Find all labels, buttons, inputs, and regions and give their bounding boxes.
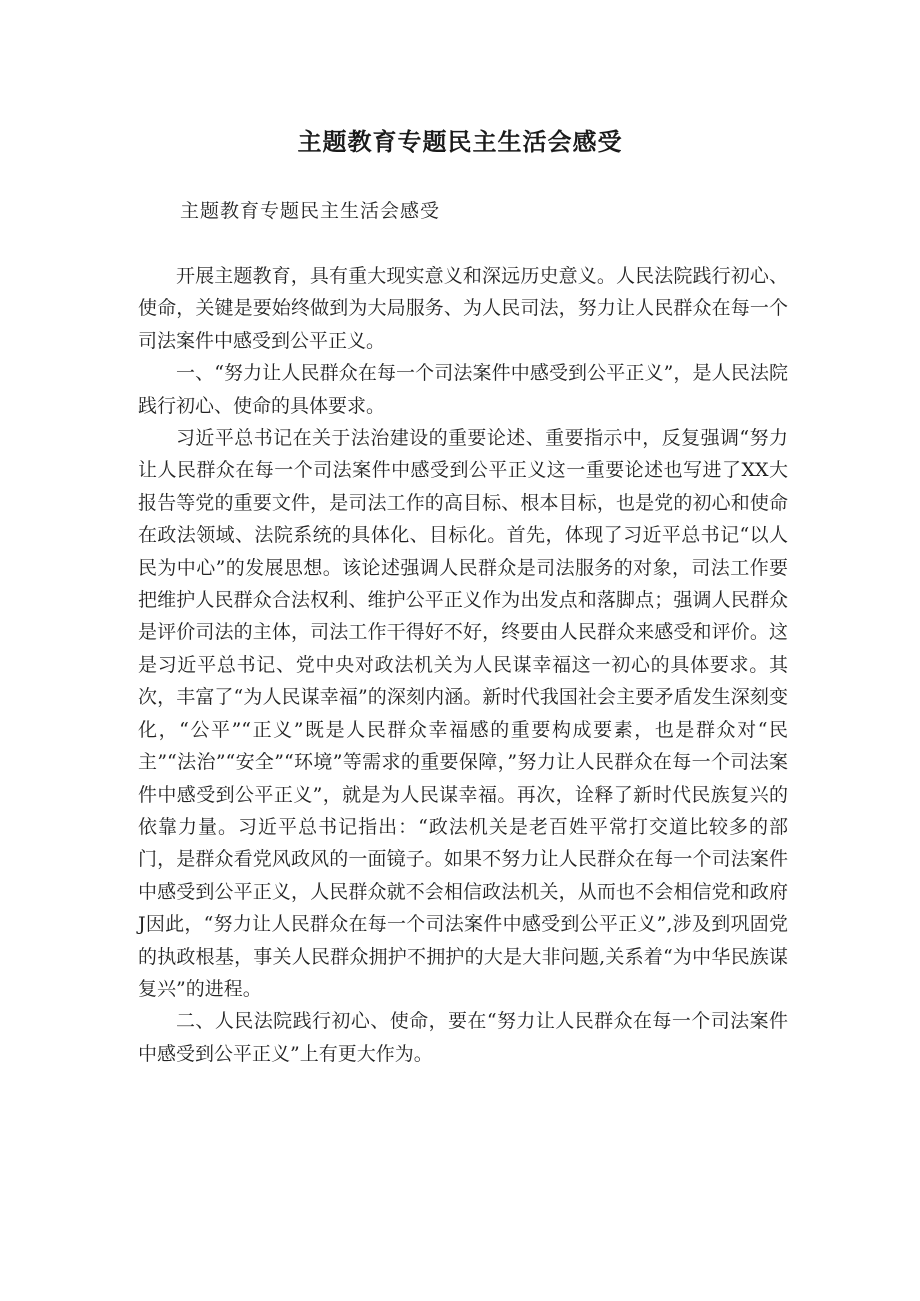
paragraph-section-one-heading: 一、“努力让人民群众在每一个司法案件中感受到公平正义”，是人民法院践行初心、使命的具体要求。	[138, 362, 788, 417]
document-body	[138, 260, 788, 1070]
document-subtitle: 主题教育专题民主生活会感受	[180, 200, 441, 222]
paragraph-section-one-body: 习近平总书记在关于法治建设的重要论述、重要指示中，反复强调“努力让人民群众在每一个司法案件中感受到公平正义这一重要论述也写进了XX大报告等党的重要文件，是司法工作的高目标、根本目标，也是党的初心和使命在政法领域、法院系统的具体化、目标化。首先，体现了习近平总书记“以人民为中心”的发展思想。该论述强调人民群众是司法服务的对象，司法工作要把维护人民群众合法权利、维护公平正义作为出发点和落脚点；强调人民群众是评价司法的主体，司法工作干得好不好，终要由人民群众来感受和评价。这是习近平总书记、党中央对政法机关为人民谋幸福这一初心的具体要求。其次，丰富了“为人民谋幸福”的深刻内涵。新时代我国社会主要矛盾发生深刻变化，“公平”“正义”既是人民群众幸福感的重要构成要素，也是群众对“民主”“法治”“安全”“环境”等需求的重要保障，”努力让人民群众在每一个司法案件中感受到公平正义”，就是为人民谋幸福。再次，诠释了新时代民族复兴的依靠力量。习近平总书记指出：“政法机关是老百姓平常打交道比较多的部门，是群众看党风政风的一面镜子。如果不努力让人民群众在每一个司法案件中感受到公平正义，人民群众就不会相信政法机关，从而也不会相信党和政府J因此，“努力让人民群众在每一个司法案件中感受到公平正义”,涉及到巩固党的执政根基，事关人民群众拥护不拥护的大是大非问题,关系着“为中华民族谋复兴”的进程。	[138, 427, 788, 1000]
document-title: 主题教育专题民主生活会感受	[297, 128, 623, 156]
paragraph-section-two-heading: 二、人民法院践行初心、使命，要在“努力让人民群众在每一个司法案件中感受到公平正义”上有更大作为。	[138, 1010, 788, 1065]
paragraph-intro: 开展主题教育，具有重大现实意义和深远历史意义。人民法院践行初心、使命，关键是要始终做到为大局服务、为人民司法，努力让人民群众在每一个司法案件中感受到公平正义。	[138, 265, 788, 352]
